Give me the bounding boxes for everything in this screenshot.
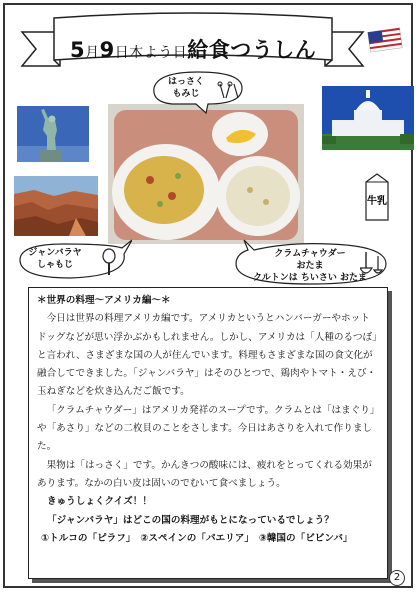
milk-label: 牛乳 [367,196,387,207]
rice-dish-name: ジャンバラヤ [28,248,82,258]
page-number: 2 [389,570,405,586]
article-paragraph-clam-chowder: 「クラムチャウダー」はアメリカ発祥のスープです。クラムとは「はまぐり」や「あさり」などの二枚貝のことをさします。今日はあさりを入れて作りました。 [37,404,375,453]
grand-canyon-photo [14,176,98,236]
rice-utensil: しゃもじ [36,260,73,270]
school-lunch-photo [108,104,304,244]
ladle-icon [360,250,386,280]
soup-callout [230,236,390,286]
statue-of-liberty-photo [17,106,89,162]
rice-paddle-icon [100,248,118,276]
newsletter-title: 給食つうしん [187,38,317,62]
rice-callout [14,236,132,282]
day: 9 [99,38,115,62]
us-capitol-photo [322,86,414,150]
crouton-utensil: クルトンは ちいさい おたま [253,273,367,283]
fruit-name: はっさく [167,77,204,87]
article-box [28,287,388,579]
soup-utensil: おたま [296,261,324,271]
quiz-question: 「ジャンバラヤ」はどこの国の料理がもとになっているでしょう？ [47,514,334,526]
article-paragraph-hassaku: 果物は「はっさく」です。かんきつの酸味には、疲れをとってくれる効果があります。なかの白い皮は固いのでむいて食べましょう。 [37,459,372,489]
quiz-options: ①トルコの「ピラフ」 ②スペインの「パエリア」 ③韓国の「ビビンバ」 [41,532,353,544]
weekday: 木よう日 [129,45,188,61]
soup-dish-name: クラムチャウダー [274,249,346,259]
milk-carton-icon [362,172,392,222]
fruit-utensil: もみじ [172,89,200,99]
fruit-callout [150,70,246,114]
quiz-title: きゅうしょくクイズ！！ [47,496,152,508]
article-heading: ＊世界の料理～アメリカ編～＊ [37,295,171,306]
us-flag-icon [366,26,404,54]
page-title [70,34,360,64]
day-unit: 日 [114,45,130,61]
leaf-tongs-icon [216,80,242,100]
month: 5 [70,38,86,62]
article-paragraph-jambalaya: 今日は世界の料理アメリカ編です。アメリカというとハンバーガーやホットドッグなどが思い浮かぶかもしれません。しかし、アメリカは「人種のるつぼ」と言われ、さまざまな国の人が住んでいます。料理もさまざまな国の食文化が融合してできました。「ジャンバラヤ」はそのひとつで、鶏肉やトマト・えび・玉ねぎなどを炊き込んだご飯です。 [37,313,377,398]
month-unit: 月 [85,45,100,61]
